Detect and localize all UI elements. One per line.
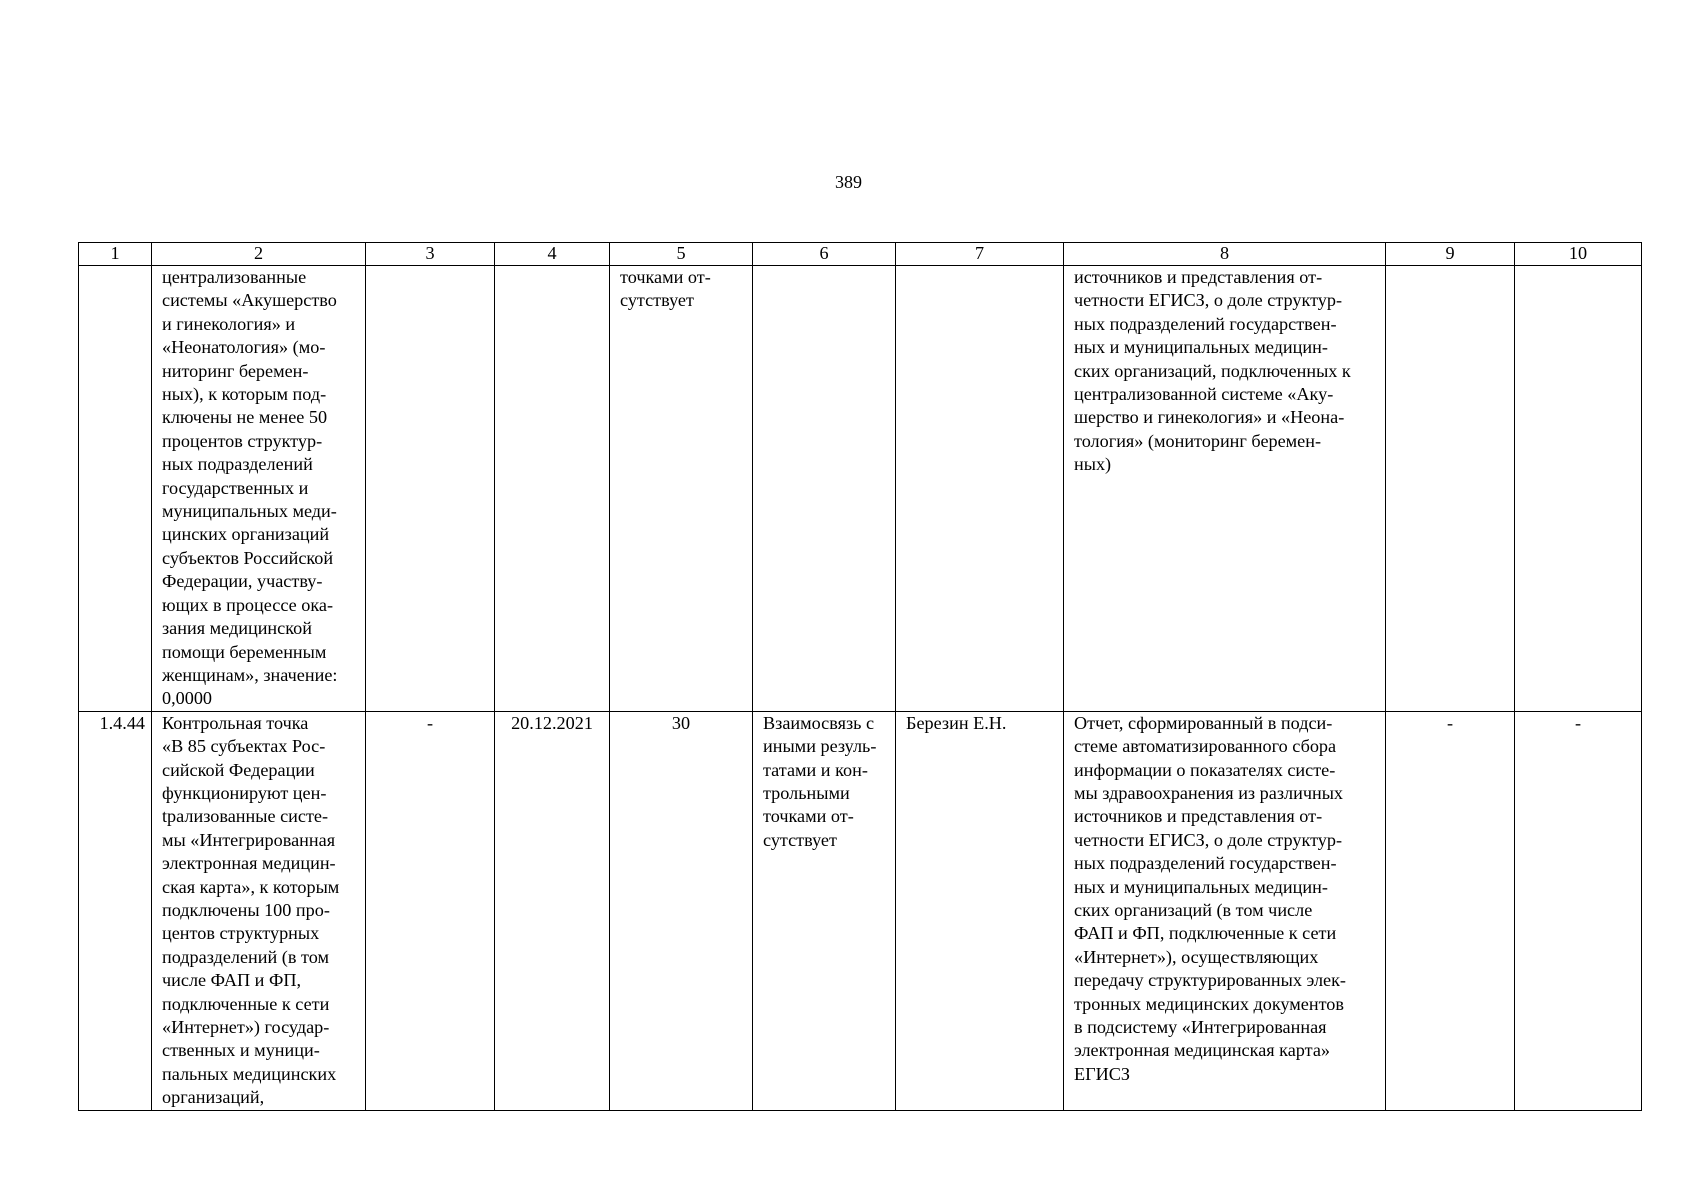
table-row xyxy=(79,711,1642,1110)
row-number-cell xyxy=(79,266,152,712)
table-cell: 30 xyxy=(610,711,753,1110)
table-cell: - xyxy=(1515,711,1642,1110)
column-header: 10 xyxy=(1515,243,1642,266)
date-cell: 20.12.2021 xyxy=(495,711,610,1110)
column-header: 4 xyxy=(495,243,610,266)
report-description-cell: Отчет, сформированный в подси- стеме автоматизированного сбора информации о показателях систе- мы здравоохранения из различных источников и представления от- четности ЕГИСЗ, о доле структур- ных подразделений государствен- ных и муниципальных медицин- ских организаций (в том числе ФАП и ФП, подключенные к сети «Интернет»), осуществляющих передачу структурированных элек- тронных медицинских документов в подсистему «Интегрированная электронная медицинская карта» ЕГИСЗ xyxy=(1064,711,1386,1110)
column-header: 2 xyxy=(152,243,366,266)
control-point-description-cell: централизованные системы «Акушерство и гинекология» и «Неонатология» (мо- ниторинг беремен- ных), к которым под- ключены не менее 50 процентов структур- ных подразделений государственных и муниципальных меди- цинских организаций субъектов Российской Федерации, участву- ющих в процессе ока- зания медицинской помощи беременным женщинам», значение: 0,0000 xyxy=(152,266,366,712)
row-number-cell: 1.4.44 xyxy=(79,711,152,1110)
table-cell: - xyxy=(1386,711,1515,1110)
table-cell xyxy=(495,266,610,712)
table-cell xyxy=(896,266,1064,712)
column-header: 6 xyxy=(753,243,896,266)
control-point-description-cell: Контрольная точка «В 85 субъектах Рос- сийской Федерации функционируют цен- tрализованные систе- мы «Интегрированная электронная медицин- ская карта», к которым подключены 100 про- центов структурных подразделений (в том числе ФАП и ФП, подключенные к сети «Интернет») государ- ственных и муници- пальных медицинских организаций, xyxy=(152,711,366,1110)
table-header-row xyxy=(79,243,1642,266)
column-header: 7 xyxy=(896,243,1064,266)
table-cell xyxy=(753,266,896,712)
relationship-cell: Взаимосвязь с иными резуль- татами и кон- трольными точками от- сутствует xyxy=(753,711,896,1110)
column-header: 1 xyxy=(79,243,152,266)
table-cell: - xyxy=(366,711,495,1110)
column-header: 8 xyxy=(1064,243,1386,266)
table-cell xyxy=(1515,266,1642,712)
report-description-cell: источников и представления от- четности ЕГИСЗ, о доле структур- ных подразделений государствен- ных и муниципальных медицин- ских организаций, подключенных к централизованной системе «Аку- шерство и гинекология» и «Неона- тология» (мониторинг беремен- ных) xyxy=(1064,266,1386,712)
responsible-person-cell: Березин Е.Н. xyxy=(896,711,1064,1110)
column-header: 9 xyxy=(1386,243,1515,266)
table-row xyxy=(79,266,1642,712)
column-header: 3 xyxy=(366,243,495,266)
column-header: 5 xyxy=(610,243,753,266)
table-cell xyxy=(1386,266,1515,712)
plan-table xyxy=(78,242,1642,1111)
page-number: 389 xyxy=(835,172,862,192)
table-cell xyxy=(366,266,495,712)
table-cell: точками от- сутствует xyxy=(610,266,753,712)
